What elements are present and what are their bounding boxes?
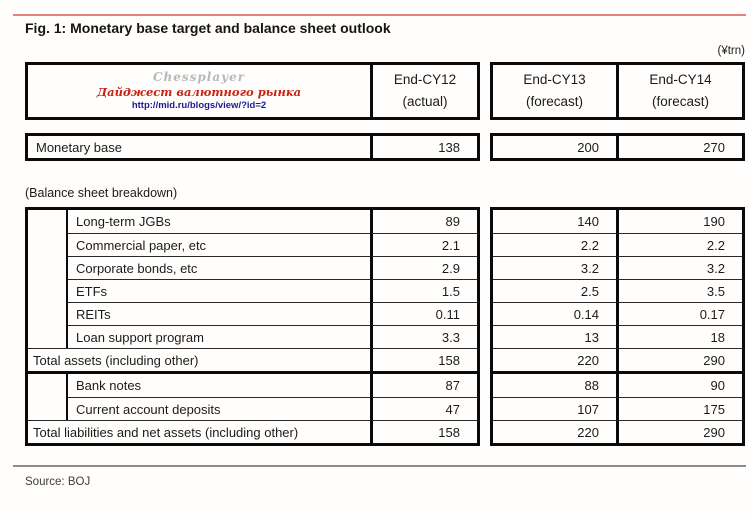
indent-gutter	[28, 233, 68, 256]
column-header-cy14	[616, 65, 742, 117]
row-cy12-value: 89	[370, 210, 477, 233]
table-row	[493, 210, 742, 233]
row-cy13-value: 140	[577, 214, 599, 229]
table-row	[493, 279, 742, 302]
row-cy12-value: 87	[370, 374, 477, 397]
monetary-base-cy12-value: 138	[370, 136, 477, 158]
table-row	[28, 325, 477, 348]
monetary-base-cy13-value: 200	[577, 139, 599, 155]
row-cy13-value: 220	[493, 420, 616, 443]
row-cy12-value: 0.11	[370, 302, 477, 325]
row-label: Loan support program	[68, 325, 370, 348]
row-label: Bank notes	[76, 378, 142, 393]
row-cy14-value: 290	[616, 348, 742, 371]
row-cy12-value: 1.5	[370, 279, 477, 302]
table-row	[28, 302, 477, 325]
row-label: Commercial paper, etc	[68, 233, 370, 256]
unit-label: (¥trn)	[717, 45, 745, 57]
watermark-subtitle: Дайджест валютного рынка	[96, 85, 302, 100]
row-cy13-value: 13	[493, 325, 616, 348]
monetary-base-row-right	[490, 133, 745, 161]
liabilities-group-left	[28, 371, 477, 443]
monetary-base-label: Monetary base	[36, 139, 122, 155]
watermark-url: http://mid.ru/blogs/view/?id=2	[131, 99, 267, 111]
column-header-cy12	[370, 65, 477, 117]
row-label: Long-term JGBs	[76, 214, 171, 229]
table-row	[493, 397, 742, 420]
indent-gutter	[28, 210, 68, 233]
watermark-name: Chessplayer	[152, 70, 246, 85]
row-cy14-value: 3.2	[616, 256, 742, 279]
table-row	[28, 256, 477, 279]
row-cy14-value: 90	[616, 374, 742, 397]
row-cy14-value: 18	[616, 325, 742, 348]
column-header-cy13-name: End-CY13	[523, 72, 586, 87]
indent-gutter	[28, 325, 68, 348]
table-row	[28, 210, 477, 233]
row-cy12-value: 158	[370, 420, 477, 443]
row-label: REITs	[68, 302, 370, 325]
table-row	[493, 256, 742, 279]
table-row	[28, 397, 477, 420]
table-row	[493, 233, 742, 256]
liabilities-group-right	[493, 371, 742, 443]
column-header-cy14-qualifier: (forecast)	[651, 94, 709, 109]
breakdown-table-left	[25, 207, 480, 446]
table-row-total-liabilities	[493, 420, 742, 443]
indent-gutter	[28, 279, 68, 302]
source-note: Source: BOJ	[25, 476, 91, 488]
row-cy14-value: 0.17	[616, 302, 742, 325]
column-header-cy13-qualifier: (forecast)	[525, 94, 583, 109]
source-divider-line	[13, 465, 746, 467]
indent-gutter	[28, 374, 68, 397]
indent-gutter	[28, 256, 68, 279]
assets-group-right	[493, 210, 742, 371]
row-cy14-value: 175	[616, 397, 742, 420]
assets-group-left	[28, 210, 477, 371]
table-row	[28, 233, 477, 256]
row-cy14-value: 2.2	[616, 233, 742, 256]
indent-gutter	[28, 302, 68, 325]
column-header-cy14-name: End-CY14	[649, 72, 712, 87]
row-cy12-value: 2.9	[370, 256, 477, 279]
table-row-total-liabilities	[28, 420, 477, 443]
row-cy12-value: 3.3	[370, 325, 477, 348]
row-cy13-value: 0.14	[493, 302, 616, 325]
breakdown-section-label: (Balance sheet breakdown)	[25, 186, 178, 200]
row-label: ETFs	[68, 279, 370, 302]
top-accent-line	[13, 14, 746, 16]
row-cy12-value: 158	[370, 348, 477, 371]
row-label: Current account deposits	[68, 397, 370, 420]
table-row	[493, 374, 742, 397]
table-row	[493, 302, 742, 325]
table-row	[28, 279, 477, 302]
row-cy13-value: 2.5	[493, 279, 616, 302]
indent-gutter	[28, 397, 68, 420]
row-cy13-value: 88	[584, 378, 599, 393]
row-label: Corporate bonds, etc	[68, 256, 370, 279]
row-cy14-value: 190	[616, 210, 742, 233]
table-row	[28, 374, 477, 397]
row-cy14-value: 290	[616, 420, 742, 443]
watermark	[28, 65, 370, 117]
column-header-cy12-qualifier: (actual)	[402, 94, 448, 109]
figure-title: Fig. 1: Monetary base target and balance sheet outlook	[25, 20, 391, 36]
breakdown-table-right	[490, 207, 745, 446]
row-cy13-value: 107	[493, 397, 616, 420]
row-label: Total liabilities and net assets (including other)	[28, 420, 370, 443]
row-cy12-value: 47	[370, 397, 477, 420]
monetary-base-row-left	[25, 133, 480, 161]
row-label: Total assets (including other)	[28, 348, 370, 371]
row-cy14-value: 3.5	[616, 279, 742, 302]
monetary-base-cy14-value: 270	[616, 136, 742, 158]
header-left-box	[25, 62, 480, 120]
row-cy13-value: 3.2	[493, 256, 616, 279]
table-row-total-assets	[493, 348, 742, 371]
header-right-box	[490, 62, 745, 120]
row-cy13-value: 2.2	[493, 233, 616, 256]
row-cy12-value: 2.1	[370, 233, 477, 256]
table-row	[493, 325, 742, 348]
table-row-total-assets	[28, 348, 477, 371]
column-header-cy12-name: End-CY12	[393, 72, 457, 87]
row-cy13-value: 220	[493, 348, 616, 371]
column-header-cy13	[493, 65, 616, 117]
